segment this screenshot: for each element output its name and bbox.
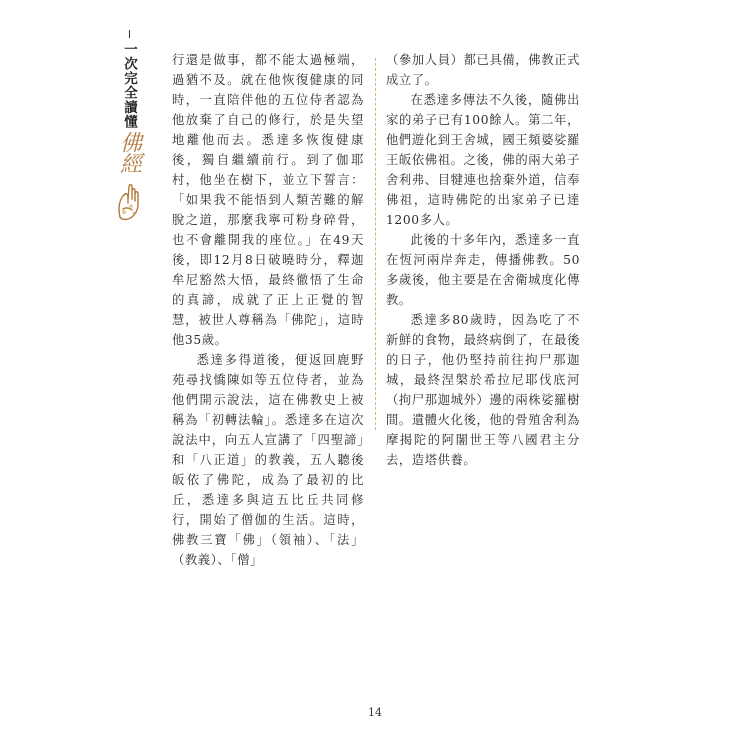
series-title-brush: 佛經: [116, 131, 142, 173]
left-paragraph-2: 悉達多得道後，便返回鹿野苑尋找憍陳如等五位侍者，並為他們開示說法，這在佛教史上被稱為「初轉法輪」。悉達多在這次說法中，向五人宣講了「四聖諦」和「八正道」的教義，五人聽後皈依了佛陀，成為了最初的比丘，悉達多與這五比丘共同修行，開始了僧伽的生活。這時，佛教三寶「佛」（領袖）、「法」（教義）、「僧」: [172, 353, 364, 567]
right-paragraph-4: 悉達多80歲時，因為吃了不新鮮的食物，最終病倒了，在最後的日子，他仍堅持前往拘尸那迦城，最終涅槃於希拉尼耶伐底河（拘尸那迦城外）邊的兩株娑羅樹間。遺體火化後，他的骨殖舍利為摩揭陀的阿闍世王等八國君主分去，造塔供養。: [386, 313, 580, 467]
buddha-hand-icon: [112, 179, 146, 223]
column-divider: [375, 58, 376, 430]
right-text-column: [386, 50, 580, 470]
page-number: 14: [368, 706, 382, 719]
right-paragraph-1: （參加人員）都已具備，佛教正式成立了。: [386, 53, 580, 87]
title-rule: [129, 30, 130, 38]
left-paragraph-1: 行還是做事，都不能太過極端，過猶不及。就在他恢復健康的同時，一直陪伴他的五位侍者認為他放棄了自己的修行，於是失望地離他而去。悉達多恢復健康後，獨自繼續前行。到了伽耶村，他坐在樹下，並立下誓言：「如果我不能悟到人類苦難的解脫之道，那麼我寧可粉身碎骨，也不會離開我的座位。」在49天後，即12月8日破曉時分，釋迦牟尼豁然大悟，最終徹悟了生命的真諦，成就了正上正覺的智慧，被世人尊稱為「佛陀」，這時他35歲。: [172, 53, 364, 347]
left-text-column: [172, 50, 364, 570]
series-title-small: 一次完全讀懂: [121, 42, 137, 129]
series-title: [112, 30, 146, 223]
right-paragraph-2: 在悉達多傳法不久後，隨佛出家的弟子已有100餘人。第二年，他們遊化到王舍城，國王頻婆娑羅王皈依佛祖。之後，佛的兩大弟子舍利弗、目犍連也捨棄外道，信奉佛祖，這時佛陀的出家弟子已達1200多人。: [386, 93, 580, 227]
right-paragraph-3: 此後的十多年內，悉達多一直在恆河兩岸奔走，傳播佛教。50多歲後，他主要是在舍衛城度化傳教。: [386, 233, 580, 307]
